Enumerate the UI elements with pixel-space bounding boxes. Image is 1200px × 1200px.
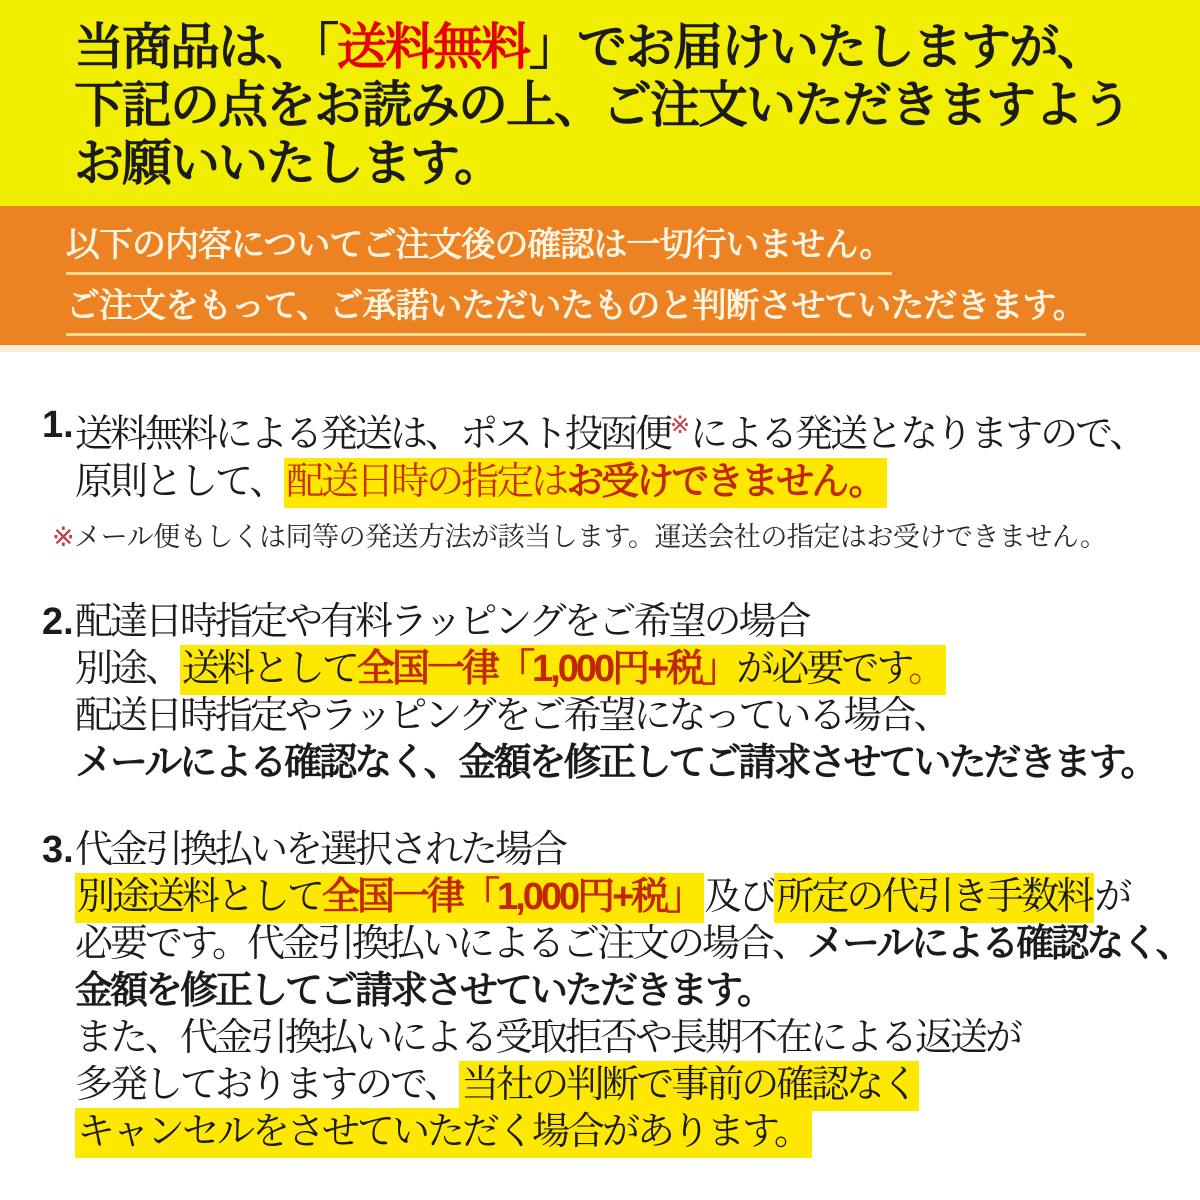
notice-text-underlined: ご注文をもって、ご承諾いただいたものと判断させていただきます。 (66, 287, 1086, 336)
header-text-pre: 当商品は、「 (74, 19, 337, 75)
notice-banner (0, 206, 1200, 352)
plain-text: 送料無料による発送は、ポスト投函便 (75, 413, 671, 456)
item-1 (0, 402, 1200, 554)
plain-text: 及び (704, 875, 775, 918)
header-line-2: 下記の点をお読みの上、ご注文いただきますよう (74, 77, 1130, 133)
item-2-line-2 (75, 646, 1200, 693)
item-3-line-1: 代金引換払いを選択された場合 (75, 828, 566, 871)
highlighted-text: キャンセルをさせていただく場合があります。 (77, 1110, 809, 1153)
header-line-1 (74, 18, 1190, 76)
plain-text: が (1094, 875, 1130, 918)
red-period: 。 (908, 647, 944, 690)
price-red-bold-text: 全国一律「1,000円+税」 (357, 647, 737, 690)
item-2-line-1: 配達日時指定や有料ラッピングをご希望の場合 (75, 600, 809, 643)
highlight-segment (180, 645, 946, 695)
highlight-segment (75, 1108, 812, 1158)
item-2 (0, 599, 1200, 787)
item-3-number: 3. (42, 828, 74, 871)
item-3-line-4-bold: 金額を修正してご請求させていただきます。 (75, 969, 772, 1012)
item-2-number: 2. (42, 600, 74, 643)
item-1-number: 1. (42, 404, 74, 446)
reference-mark-superscript: ※ (670, 412, 691, 439)
bold-text: メールによる確認なく、 (806, 922, 1191, 965)
item-1-line-1 (75, 402, 1200, 459)
reference-mark: ※ (52, 521, 75, 552)
highlighted-text: 所定の代引き手数料 (776, 875, 1092, 918)
notice-line-1 (66, 226, 1190, 275)
highlight-segment (75, 873, 704, 923)
item-1-line-2 (75, 459, 1200, 506)
footnote-text: メール便もしくは同等の発送方法が該当します。運送会社の指定はお受けできません。 (74, 521, 1107, 552)
body-section (0, 352, 1200, 1156)
price-red-bold-text: 全国一律「1,000円+税」 (322, 875, 702, 918)
highlighted-text: 別途送料として (77, 875, 323, 918)
plain-text: 別途、 (75, 647, 181, 690)
plain-text: 原則として、 (75, 460, 285, 503)
item-3-line-7 (75, 1109, 1200, 1156)
plain-text: による発送となりますので、 (690, 413, 1145, 456)
highlight-segment (774, 873, 1094, 923)
item-2-line-4-bold: メールによる確認なく、金額を修正してご請求させていただきます。 (75, 741, 1156, 784)
item-3 (0, 827, 1200, 1156)
header-banner (0, 0, 1200, 206)
header-line-3: お願いいたします。 (74, 135, 502, 191)
notice-text-underlined: 以下の内容についてご注文後の確認は一切行いません。 (66, 226, 892, 275)
highlight-segment (459, 1061, 919, 1111)
item-3-line-3 (75, 921, 1200, 968)
notice-line-2 (66, 287, 1190, 336)
plain-text: 必要です。代金引換払いによるご注文の場合、 (75, 922, 807, 965)
highlighted-text: 当社の判断で事前の確認なく (461, 1063, 917, 1106)
item-3-line-6 (75, 1062, 1200, 1109)
item-3-line-5: また、代金引換払いによる受取拒否や長期不在による返送が (75, 1016, 1021, 1059)
red-bold-text: お受けできません。 (566, 460, 884, 503)
free-shipping-text: 送料無料 (337, 19, 529, 75)
header-text-post: 」でお届けいたしますが、 (529, 19, 1105, 75)
item-2-line-3: 配送日時指定やラッピングをご希望になっている場合、 (75, 694, 949, 737)
plain-text: 多発しておりますので、 (75, 1063, 460, 1106)
highlighted-text: 送料として (182, 647, 358, 690)
red-text: 配送日時の指定は (286, 460, 567, 503)
item-3-line-2 (75, 874, 1200, 921)
highlight-segment (284, 458, 886, 508)
highlighted-text: が必要です (736, 647, 909, 690)
item-1-footnote (52, 520, 1200, 554)
